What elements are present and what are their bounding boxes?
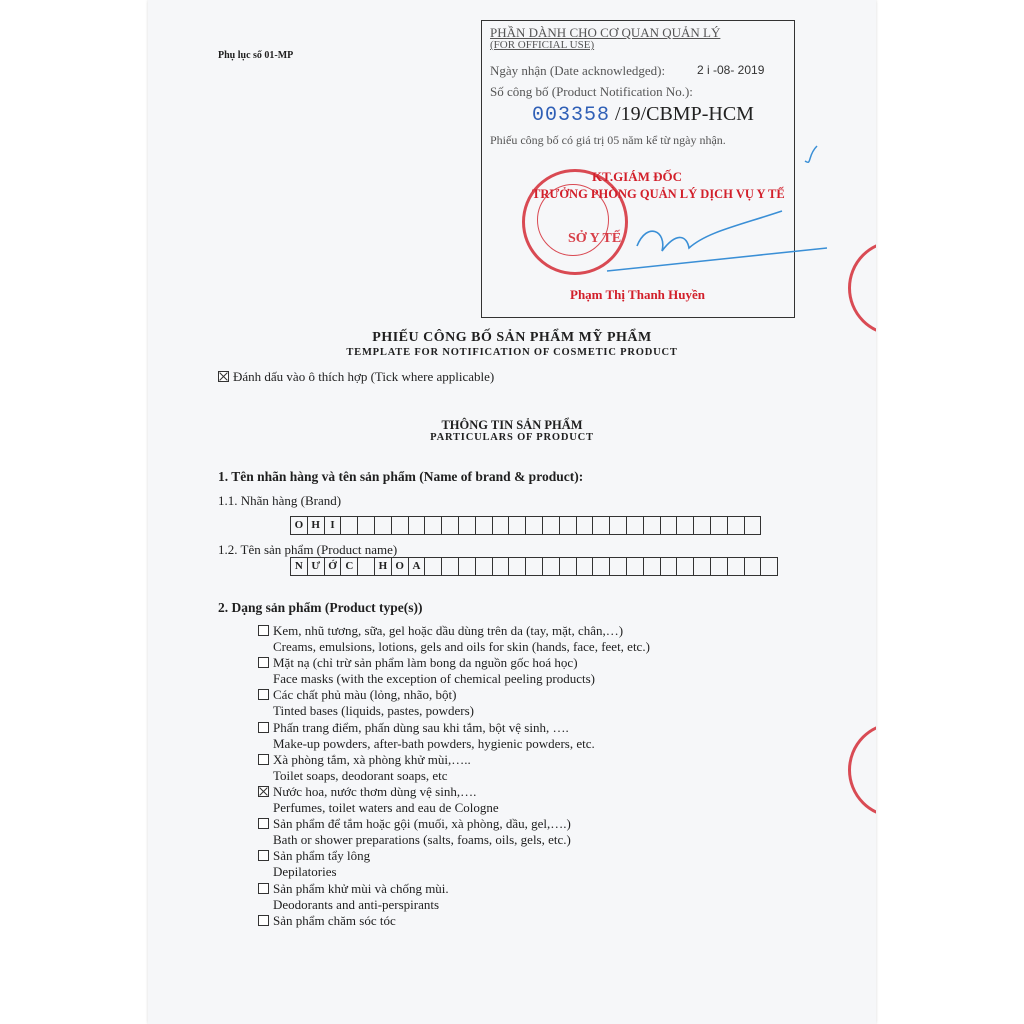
item-text-vn: Sản phẩm chăm sóc tóc [273,912,396,928]
letter-cell[interactable] [693,557,711,576]
letter-cell[interactable] [559,557,577,576]
item-text-en: Tinted bases (liquids, pastes, powders) [273,703,475,719]
letter-cell[interactable] [609,516,627,535]
checkbox[interactable] [258,689,269,700]
item-text-vn: Nước hoa, nước thơm dùng vệ sinh,…. [273,783,477,799]
letter-cell[interactable] [710,516,728,535]
item-label-vn [258,881,650,897]
letter-cell[interactable] [458,557,476,576]
letter-cell[interactable] [592,557,610,576]
letter-cell[interactable] [374,516,392,535]
item-label-vn [258,720,650,736]
item-text-en: Make-up powders, after-bath powders, hygienic powders, etc. [273,735,595,751]
letter-cell[interactable] [475,557,493,576]
list-item [258,913,650,929]
official-heading-en: (FOR OFFICIAL USE) [490,39,595,51]
letter-cell[interactable] [441,516,459,535]
stamp-title: KT.GIÁM ĐỐC [592,169,683,184]
item-label-vn [258,623,650,639]
item-text-en: Deodorants and anti-perspirants [273,896,440,912]
stamp-department: TRƯỞNG PHÒNG QUẢN LÝ DỊCH VỤ Y TẾ [532,187,785,201]
notification-number-stamp: 003358 [532,104,611,127]
checkbox[interactable] [258,657,269,668]
margin-seal-top [848,240,876,336]
letter-cell[interactable] [424,516,442,535]
letter-cell[interactable]: Ớ [324,557,342,576]
letter-cell[interactable] [508,557,526,576]
question-1-title: 1. Tên nhãn hàng và tên sản phẩm (Name of brand & product): [218,469,584,484]
brand-grid[interactable] [291,516,761,535]
date-acknowledged-label: Ngày nhận (Date acknowledged): [490,63,666,78]
letter-cell[interactable]: H [307,516,325,535]
tick-instruction [218,369,494,385]
item-text-vn: Sản phẩm để tắm hoặc gội (muối, xà phòng, dầu, gel,….) [273,816,571,832]
letter-cell[interactable] [744,516,762,535]
letter-cell[interactable] [475,516,493,535]
checkbox[interactable] [258,818,269,829]
letter-cell[interactable] [760,557,778,576]
letter-cell[interactable] [492,516,510,535]
letter-cell[interactable] [340,516,358,535]
letter-cell[interactable] [357,557,375,576]
letter-cell[interactable] [542,516,560,535]
official-use-box [481,20,795,318]
product-name-grid[interactable] [291,557,778,576]
question-2-title: 2. Dạng sản phẩm (Product type(s)) [218,600,423,615]
list-item [258,623,650,655]
letter-cell[interactable]: O [290,516,308,535]
form-title: PHIẾU CÔNG BỐ SẢN PHẨM MỸ PHẨM [372,330,652,345]
item-label-vn [258,752,650,768]
item-label-vn [258,655,650,671]
item-text-en: Toilet soaps, deodorant soaps, etc [273,767,448,783]
letter-cell[interactable] [693,516,711,535]
letter-cell[interactable]: C [340,557,358,576]
list-item [258,816,650,848]
brand-label: 1.1. Nhãn hàng (Brand) [218,493,342,508]
margin-seal-bottom [848,722,876,818]
item-text-en: Bath or shower preparations (salts, foams, oils, gels, etc.) [273,832,571,848]
letter-cell[interactable] [744,557,762,576]
item-text-vn: Xà phòng tắm, xà phòng khử mùi,….. [273,751,471,767]
item-text-en: Creams, emulsions, lotions, gels and oils for skin (hands, face, feet, etc.) [273,639,650,655]
item-text-vn: Sản phẩm tẩy lông [273,848,371,864]
date-acknowledged-value: 2 i -08- 2019 [697,63,765,77]
item-label-vn [258,913,650,929]
letter-cell[interactable] [660,557,678,576]
letter-cell[interactable] [576,516,594,535]
letter-cell[interactable] [391,516,409,535]
item-text-en: Depilatories [273,864,337,880]
notification-number [532,103,754,127]
validity-note: Phiếu công bố có giá trị 05 năm kể từ ngày nhận. [490,133,726,147]
letter-cell[interactable] [525,516,543,535]
letter-cell[interactable] [592,516,610,535]
checkbox[interactable] [258,625,269,636]
letter-cell[interactable] [576,557,594,576]
letter-cell[interactable]: N [290,557,308,576]
checkbox-icon [218,371,229,382]
letter-cell[interactable]: Ư [307,557,325,576]
checkbox[interactable] [258,883,269,894]
tick-instruction-text: Đánh dấu vào ô thích hợp (Tick where applicable) [233,369,495,384]
letter-cell[interactable] [609,557,627,576]
list-item [258,848,650,880]
product-type-list [258,623,650,929]
notification-number-label: Số công bố (Product Notification No.): [490,84,693,99]
checkbox[interactable] [258,754,269,765]
item-label-vn [258,816,650,832]
notification-number-suffix: /19/CBMP-HCM [615,103,754,125]
letter-cell[interactable] [643,557,661,576]
form-title-en: TEMPLATE FOR NOTIFICATION OF COSMETIC PRODUCT [346,347,678,358]
letter-cell[interactable] [492,557,510,576]
letter-cell[interactable] [727,516,745,535]
list-item [258,784,650,816]
letter-cell[interactable] [676,516,694,535]
letter-cell[interactable]: A [408,557,426,576]
letter-cell[interactable] [542,557,560,576]
letter-cell[interactable] [710,557,728,576]
letter-cell[interactable] [408,516,426,535]
item-label-vn [258,848,650,864]
letter-cell[interactable] [508,516,526,535]
section-title-en: PARTICULARS OF PRODUCT [430,432,594,443]
letter-cell[interactable] [441,557,459,576]
official-heading: PHẦN DÀNH CHO CƠ QUAN QUẢN LÝ [490,25,721,40]
signer-name: Phạm Thị Thanh Huyền [570,287,705,302]
letter-cell[interactable] [424,557,442,576]
appendix-label: Phụ lục số 01-MP [218,50,294,61]
item-text-vn: Kem, nhũ tương, sữa, gel hoặc dầu dùng trên da (tay, mặt, chân,…) [273,623,624,638]
section-title: THÔNG TIN SẢN PHẨM [441,418,583,432]
letter-cell[interactable] [559,516,577,535]
letter-cell[interactable] [626,557,644,576]
letter-cell[interactable] [727,557,745,576]
letter-cell[interactable] [643,516,661,535]
list-item [258,752,650,784]
item-label-vn [258,784,650,800]
item-text-en: Perfumes, toilet waters and eau de Cologne [273,800,499,816]
letter-cell[interactable] [357,516,375,535]
letter-cell[interactable] [458,516,476,535]
item-text-vn: Sản phẩm khử mùi và chống mùi. [273,880,449,896]
document-page [148,0,876,1024]
list-item [258,720,650,752]
list-item [258,655,650,687]
item-text-en: Face masks (with the exception of chemical peeling products) [273,671,596,687]
letter-cell[interactable]: I [324,516,342,535]
item-label-vn [258,687,650,703]
checkbox[interactable] [258,786,269,797]
seal-label: SỞ Y TẾ [568,231,622,246]
letter-cell[interactable] [676,557,694,576]
list-item [258,687,650,719]
checkbox[interactable] [258,722,269,733]
letter-cell[interactable] [525,557,543,576]
letter-cell[interactable]: H [374,557,392,576]
product-name-label: 1.2. Tên sản phẩm (Product name) [218,542,398,557]
checkbox[interactable] [258,850,269,861]
checkbox[interactable] [258,915,269,926]
item-text-vn: Các chất phủ màu (lỏng, nhão, bột) [273,687,457,703]
item-text-vn: Mặt nạ (chỉ trừ sản phẩm làm bong da nguồn gốc hoá học) [273,655,578,671]
letter-cell[interactable] [660,516,678,535]
signature-icon [577,136,837,286]
item-text-vn: Phấn trang điểm, phấn dùng sau khi tắm, bột vệ sinh, …. [273,719,569,735]
letter-cell[interactable] [626,516,644,535]
list-item [258,881,650,913]
letter-cell[interactable]: O [391,557,409,576]
